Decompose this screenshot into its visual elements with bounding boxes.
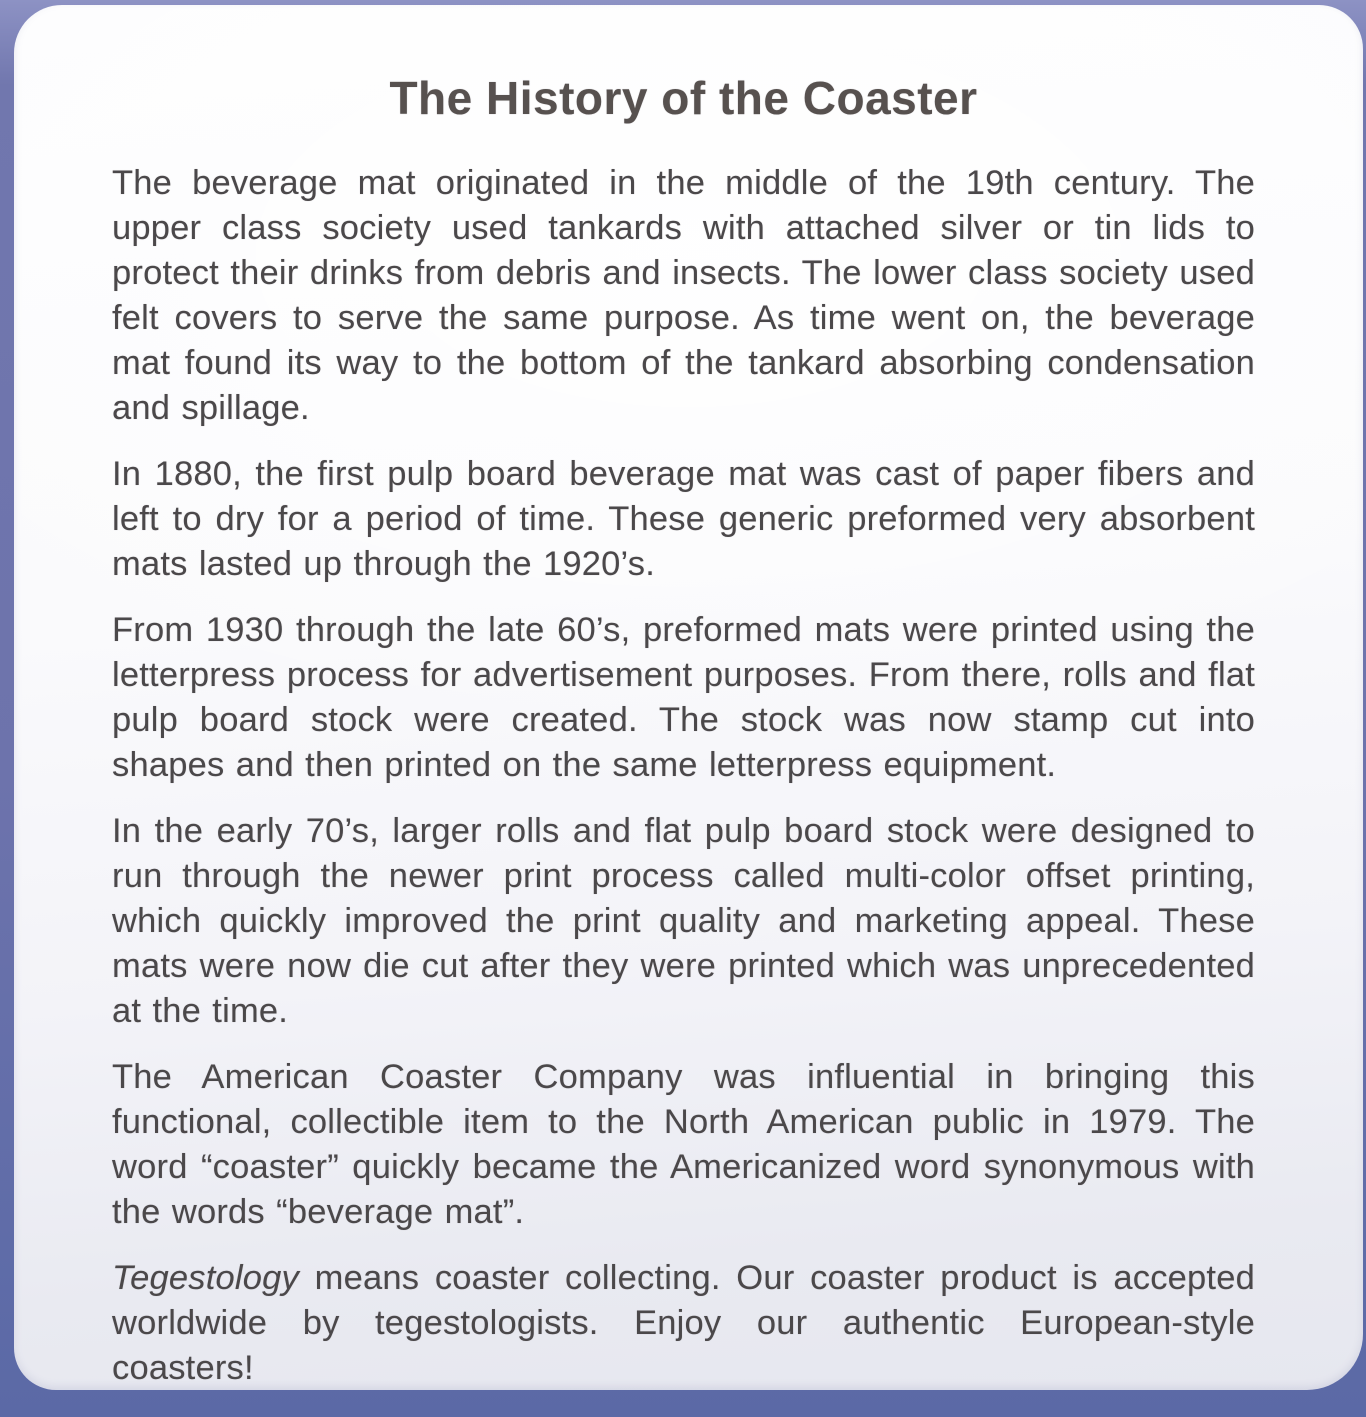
tegestology-rest-text: means coaster collecting. Our coaster product is accepted worldwide by tegestologists. Enjoy our authentic European-style coasters! <box>112 1259 1255 1387</box>
coaster-title: The History of the Coaster <box>389 72 978 124</box>
paragraph-1930-letterpress: From 1930 through the late 60’s, preformed mats were printed using the letterpress process for advertisement purposes. From there, rolls and flat pulp board stock were created. The stock was now stamp cut into shapes and then printed on the same letterpress equipment. <box>112 611 1255 784</box>
paragraph-american-coaster-company: The American Coaster Company was influential in bringing this functional, collectible item to the North American public in 1979. The word “coaster” quickly became the Americanized word synonymous with the words “beverage mat”. <box>112 1058 1255 1231</box>
paragraph-origin: The beverage mat originated in the middle of the 19th century. The upper class society used tankards with attached silver or tin lids to protect their drinks from debris and insects. The lower class society used felt covers to serve the same purpose. As time went on, the beverage mat found its way to the bottom of the tankard absorbing condensation and spillage. <box>112 164 1255 427</box>
paragraph-tegestology <box>112 1256 1255 1391</box>
paragraph-1970s-offset-printing: In the early 70’s, larger rolls and flat pulp board stock were designed to run through the newer print process called multi-color offset printing, which quickly improved the print quality and marketing appeal. These mats were now die cut after they were printed which was unprecedented at the time. <box>112 812 1255 1030</box>
coaster-card <box>14 5 1363 1390</box>
tegestology-italic-word: Tegestology <box>112 1259 299 1297</box>
paragraph-1880-pulp-board: In 1880, the first pulp board beverage mat was cast of paper fibers and left to dry for a period of time. These generic preformed very absorbent mats lasted up through the 1920’s. <box>112 455 1255 583</box>
